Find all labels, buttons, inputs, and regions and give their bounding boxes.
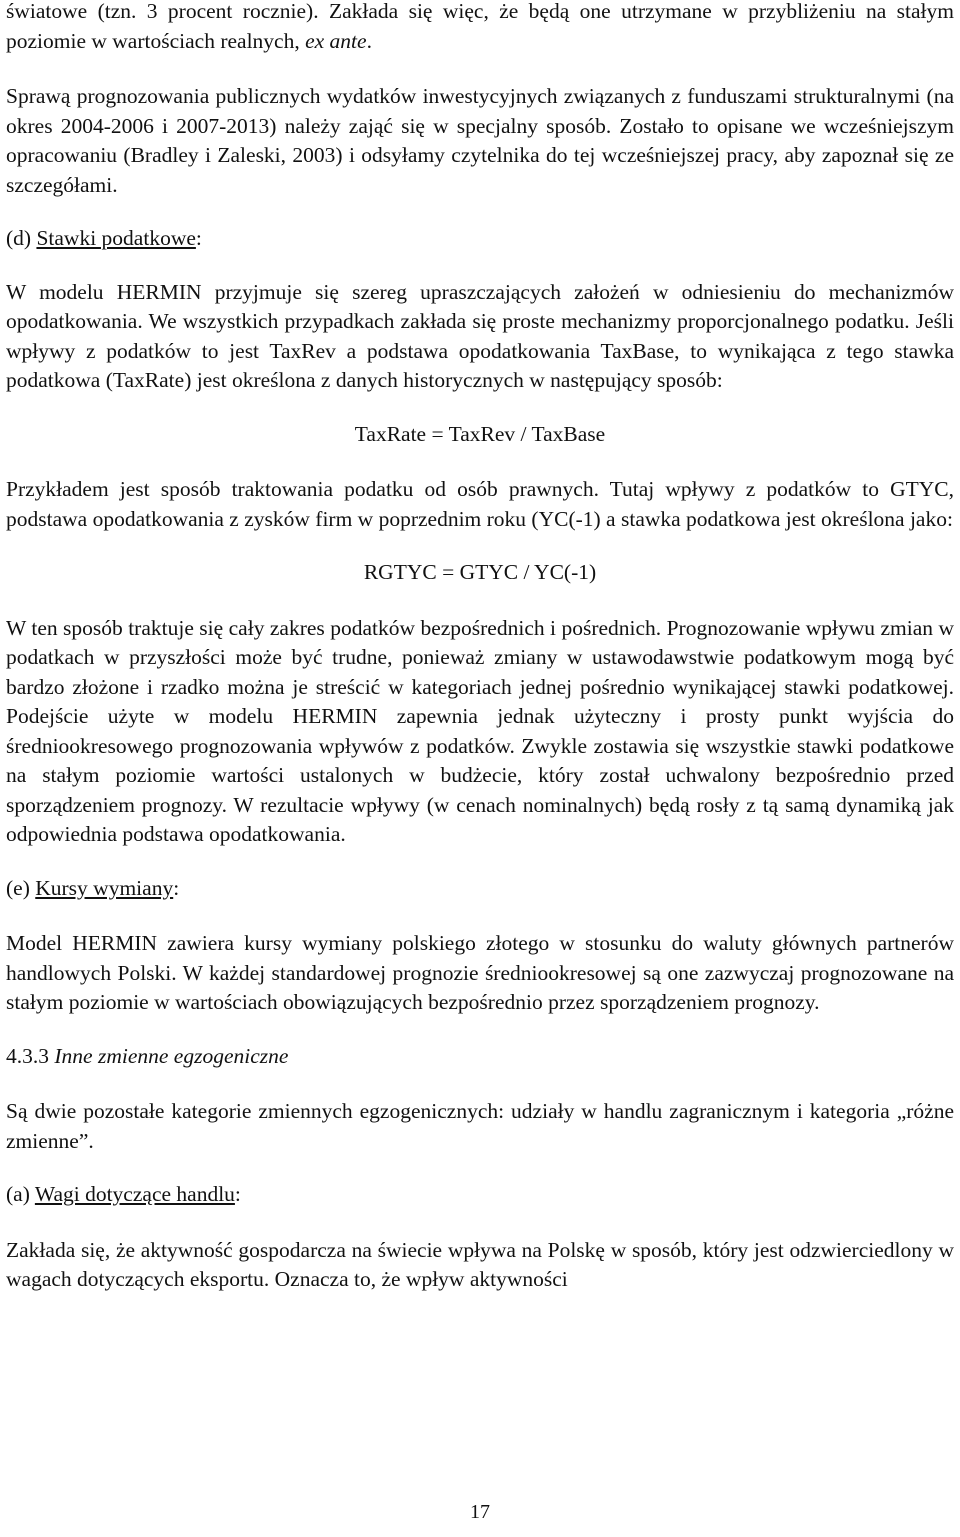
subheading-e-title: Kursy wymiany bbox=[35, 875, 174, 900]
paragraph-6: Model HERMIN zawiera kursy wymiany polskiego złotego w stosunku do waluty głównych partnerów handlowych Polski. W każdej standardowej prognozie średniookresowej są one zazwyczaj prognozowane na stałym poziomie w wartościach obowiązujących bezpośrednio przez sporządzeniem prognozy. bbox=[6, 931, 954, 1014]
subheading-d-title: Stawki podatkowe bbox=[36, 226, 196, 250]
subheading-a-title: Wagi dotyczące handlu bbox=[34, 1182, 235, 1206]
subheading-a-prefix: (a) bbox=[6, 1182, 30, 1206]
paragraph-2: Sprawą prognozowania publicznych wydatków inwestycyjnych związanych z funduszami strukturalnymi (na okres 2004-2006 i 2007-2013) należy zająć się w specjalny sposób. Zostało to opisane we wcześniejszym opracowaniu (Bradley i Zaleski, 2003) i odsyłamy czytelnika do tej wcześniejszej pracy, aby zapoznał się ze szczegółami. bbox=[6, 84, 954, 197]
section-title: Inne zmienne egzogeniczne bbox=[54, 1043, 289, 1068]
formula-rgtyc: RGTYC = GTYC / YC(-1) bbox=[363, 560, 597, 584]
section-heading bbox=[6, 1042, 954, 1072]
paragraph-7: Są dwie pozostałe kategorie zmiennych egzogenicznych: udziały w handlu zagranicznym i kategoria „różne zmienne”. bbox=[6, 1099, 954, 1153]
document-page bbox=[6, 0, 954, 1295]
subheading-e-prefix: (e) bbox=[6, 875, 30, 900]
subheading-d bbox=[6, 224, 954, 254]
subheading-d-prefix: (d) bbox=[6, 226, 32, 250]
paragraph-5: W ten sposób traktuje się cały zakres podatków bezpośrednich i pośrednich. Prognozowanie wpływu zmian w podatkach w przyszłości może być trudne, ponieważ zmiany w ustawodawstwie podatkowym mogą być bardzo złożone i rzadko można je streścić w kategoriach jednej pośrednio wynikającej stawki podatkowej. Podejście użyte w modelu HERMIN zapewnia jednak użyteczny i prosty punkt wyjścia do średniookresowego prognozowania wpływów z podatków. Zwykle zostawia się wszystkie stawki podatkowe na stałym poziomie wartości ustalonych w budżecie, który został uchwalony bezpośrednio przed sporządzeniem prognozy. W rezultacie wpływy (w cenach nominalnych) będą rosły z tą samą dynamiką jak odpowiednia podstawa opodatkowania. bbox=[6, 615, 954, 846]
formula-taxrate: TaxRate = TaxRev / TaxBase bbox=[354, 421, 606, 446]
paragraph-1-italic: ex ante bbox=[305, 28, 367, 53]
subheading-d-suffix: : bbox=[195, 226, 202, 250]
paragraph-4: Przykładem jest sposób traktowania podatku od osób prawnych. Tutaj wpływy z podatków to GTYC, podstawa opodatkowania z zysków firm w poprzednim roku (YC(-1) a stawka podatkowa jest określona jako: bbox=[6, 477, 954, 531]
paragraph-1-text: światowe (tzn. 3 procent rocznie). Zakłada się więc, że będą one utrzymane w przybliżeniu na stałym poziomie w wartościach realnych, bbox=[6, 0, 954, 53]
paragraph-3: W modelu HERMIN przyjmuje się szereg upraszczających założeń w odniesieniu do mechanizmów opodatkowania. We wszystkich przypadkach zakłada się proste mechanizmy proporcjonalnego podatku. Jeśli wpływy z podatków to jest TaxRev a podstawa opodatkowania TaxBase, to wynikająca z tego stawka podatkowa (TaxRate) jest określona z danych historycznych w następujący sposób: bbox=[6, 279, 954, 392]
paragraph-1 bbox=[6, 0, 954, 56]
section-number: 4.3.3 bbox=[6, 1043, 49, 1068]
paragraph-8: Zakłada się, że aktywność gospodarcza na świecie wpływa na Polskę w sposób, który jest odzwierciedlony w wagach dotyczących eksportu. Oznacza to, że wpływ aktywności bbox=[6, 1237, 954, 1291]
subheading-e-suffix: : bbox=[173, 875, 180, 900]
subheading-a bbox=[6, 1180, 954, 1210]
subheading-e bbox=[6, 874, 954, 904]
paragraph-1-end: . bbox=[366, 28, 372, 53]
page-number: 17 bbox=[470, 1501, 490, 1523]
subheading-a-suffix: : bbox=[234, 1182, 241, 1206]
